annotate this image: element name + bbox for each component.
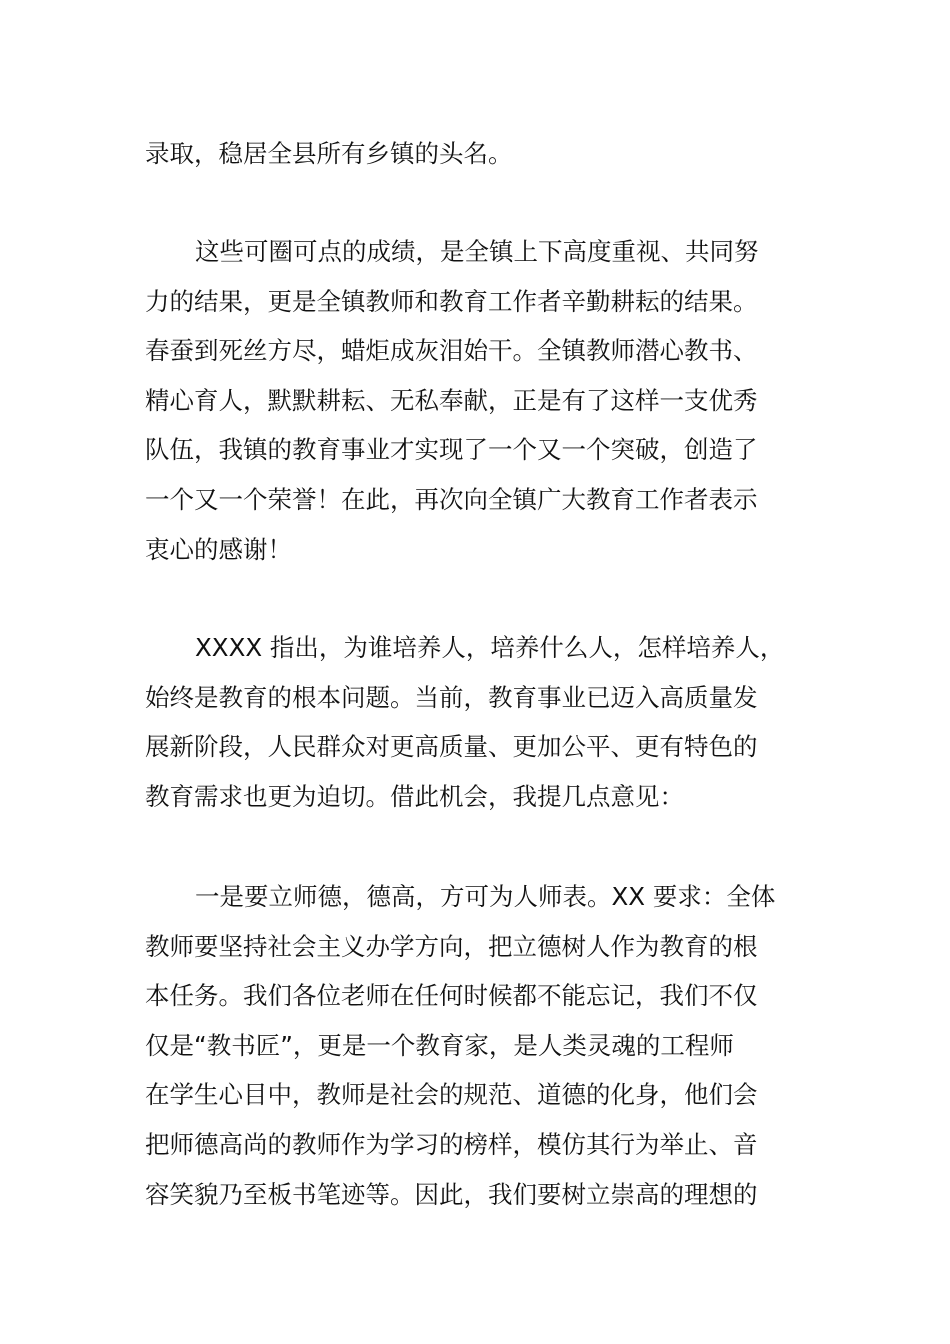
text-line: XXXX 指出，为谁培养人，培养什么人，怎样培养人， [195,633,785,662]
text-line: 春蚕到死丝方尽，蜡炬成灰泪始干。全镇教师潜心教书、 [145,336,758,366]
paragraph-achievements [145,227,810,574]
paragraph-education-question [145,623,810,821]
text-line: 本任务。我们各位老师在任何时候都不能忘记，我们不仅 [145,981,758,1011]
text-line: 仅是“教书匠”，更是一个教育家，是人类灵魂的工程师 [145,1030,734,1060]
paragraph-continuation [145,129,810,179]
text-line: 教师要坚持社会主义办学方向，把立德树人作为教育的根 [145,931,758,961]
text-line: 展新阶段，人民群众对更高质量、更加公平、更有特色的 [145,732,758,762]
text-line: 精心育人，默默耕耘、无私奉献，正是有了这样一支优秀 [145,385,758,415]
text-line: 始终是教育的根本问题。当前，教育事业已迈入高质量发 [145,682,758,712]
text-line: 队伍，我镇的教育事业才实现了一个又一个突破，创造了 [145,435,758,465]
text-line: 这些可圈可点的成绩，是全镇上下高度重视、共同努 [195,237,759,266]
text-line: 一个又一个荣誉！在此，再次向全镇广大教育工作者表示 [145,484,758,514]
text-line: 教育需求也更为迫切。借此机会，我提几点意见： [145,781,684,811]
text-line: 把师德高尚的教师作为学习的榜样，模仿其行为举止、音 [145,1129,758,1159]
text-line: 录取，稳居全县所有乡镇的头名。 [145,139,513,168]
text-line: 在学生心目中，教师是社会的规范、道德的化身，他们会 [145,1080,758,1110]
text-line: 一是要立师德，德高，方可为人师表。XX 要求：全体 [195,882,776,911]
text-line: 力的结果，更是全镇教师和教育工作者辛勤耕耘的结果。 [145,286,758,316]
paragraph-teacher-ethics [145,872,810,1219]
text-line: 衷心的感谢！ [145,534,292,564]
text-line: 容笑貌乃至板书笔迹等。因此，我们要树立崇高的理想的 [145,1179,758,1209]
